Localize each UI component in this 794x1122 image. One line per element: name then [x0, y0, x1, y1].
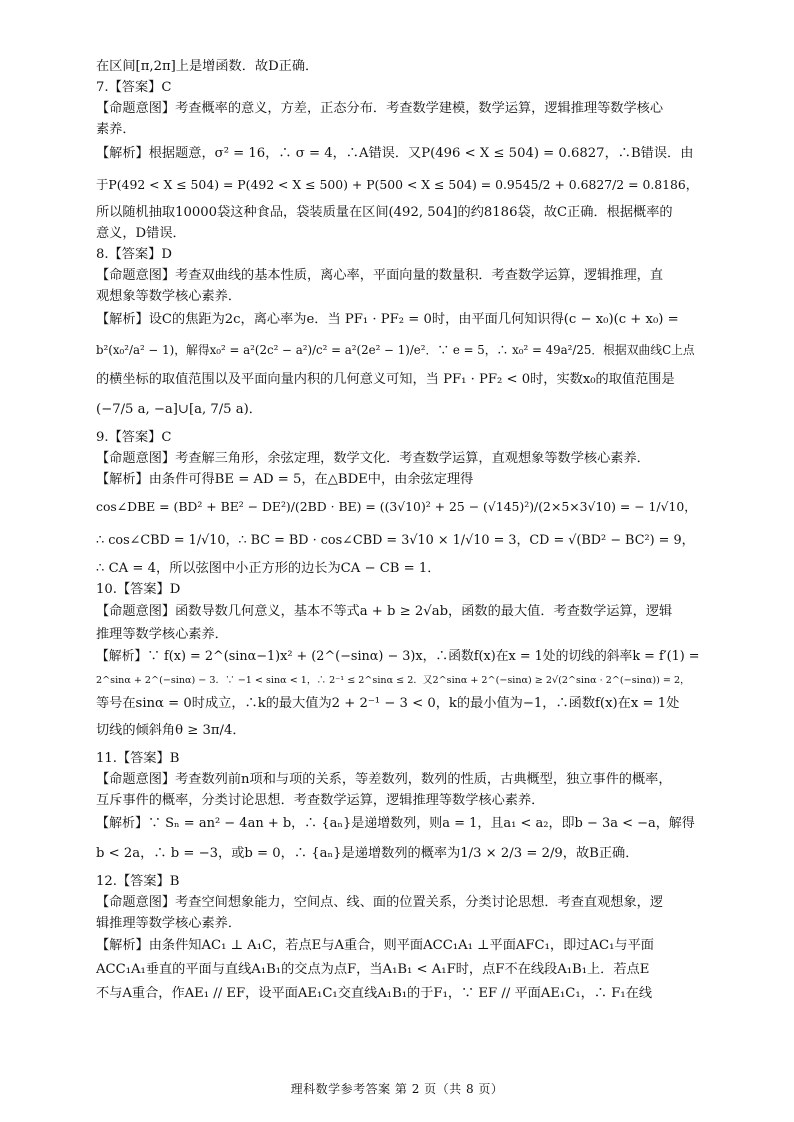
text-line: 观想象等数学核心素养．: [96, 289, 242, 304]
answer-heading: 10.【答案】D: [96, 582, 181, 597]
text-line: 【命题意图】考查空间想象能力，空间点、线、面的位置关系，分类讨论思想．考查直观想象，逻: [96, 895, 664, 910]
answer-heading: 12.【答案】B: [96, 874, 180, 889]
formula-line: 于P(492 < X ≤ 504) = P(492 < X ≤ 500) + P(500 < X ≤ 504) = 0.9545/2 + 0.6827/2 = 0.8186，: [96, 177, 699, 192]
text-line: 【命题意图】函数导数几何意义，基本不等式a + b ≥ 2√ab，函数的最大值．考查数学运算，逻辑: [96, 604, 673, 619]
answer-heading: 11.【答案】B: [96, 751, 180, 766]
text-line: 【解析】∵ Sₙ = an² − 4an + b，∴ {aₙ}是递增数列，则a = 1，且a₁ < a₂，即b − 3a < −a，解得: [96, 816, 695, 831]
text-line: 【解析】由条件知AC₁ ⊥ A₁C，若点E与A重合，则平面ACC₁A₁ ⊥平面AFC₁，即过AC₁与平面: [96, 938, 654, 953]
text-line: 互斥事件的概率，分类讨论思想．考查数学运算，逻辑推理等数学核心素养．: [96, 793, 545, 808]
text-line: 推理等数学核心素养．: [96, 627, 228, 642]
text-line: 等号在sinα = 0时成立，∴k的最大值为2 + 2⁻¹ − 3 < 0，k的最小值为−1，∴函数f(x)在x = 1处: [96, 696, 680, 711]
answer-content: [96, 56, 700, 1006]
answer-heading: 9.【答案】C: [96, 430, 172, 445]
text-line: 【解析】根据题意，σ² = 16，∴ σ = 4，∴A错误．又P(496 < X ≤ 504) = 0.6827，∴B错误．由: [96, 146, 694, 161]
formula-line: b < 2a，∴ b = −3，或b = 0，∴ {aₙ}是递增数列的概率为1/3 × 2/3 = 2/9，故B正确．: [96, 846, 639, 861]
text-line: 【命题意图】考查双曲线的基本性质，离心率，平面向量的数量积．考查数学运算，逻辑推理，直: [96, 268, 664, 283]
text-line: 【解析】由条件可得BE = AD = 5，在△BDE中，由余弦定理得: [96, 472, 474, 487]
text-line: ∴ CA = 4，所以弦图中小正方形的边长为CA − CB = 1．: [96, 561, 441, 576]
formula-line: 切线的倾斜角θ ≥ 3π/4．: [96, 723, 246, 738]
text-line: 【解析】设C的焦距为2c，离心率为e．当 PF₁ · PF₂ = 0时，由平面几何知识得(c − x₀)(c + x₀) =: [96, 312, 679, 327]
text-line: 意义，D错误．: [96, 226, 186, 241]
page-footer: 理科数学参考答案 第 2 页（共 8 页）: [290, 1082, 504, 1096]
text-line: 辑推理等数学核心素养．: [96, 916, 242, 931]
text-line: 2^sinα + 2^(−sinα) − 3．∵ −1 < sinα < 1，∴ 2⁻¹ ≤ 2^sinα ≤ 2．又2^sinα + 2^(−sinα) ≥ 2√(2^sinα · 2^(−sinα)) = 2，: [96, 675, 690, 686]
text-line: 的横坐标的取值范围以及平面向量内积的几何意义可知，当 PF₁ · PF₂ < 0时，实数x₀的取值范围是: [96, 372, 675, 387]
text-line: 【命题意图】考查概率的意义，方差，正态分布．考查数学建模，数学运算，逻辑推理等数学核心: [96, 101, 664, 116]
answer-heading: 7.【答案】C: [96, 80, 172, 95]
text-line: 所以随机抽取10000袋这种食品，袋装质量在区间(492, 504]的约8186袋，故C正确．根据概率的: [96, 205, 673, 220]
text-line: 【命题意图】考查数列前n项和与项的关系，等差数列，数列的性质，古典概型，独立事件的概率，: [96, 772, 672, 787]
text-line: ACC₁A₁垂直的平面与直线A₁B₁的交点为点F，当A₁B₁ < A₁F时，点F不在线段A₁B₁上．若点E: [96, 962, 650, 977]
text-line: 【命题意图】考查解三角形，余弦定理，数学文化．考查数学运算，直观想象等数学核心素养．: [96, 451, 650, 466]
formula-line: b²(x₀²/a² − 1)，解得x₀² = a²(2c² − a²)/c² = a²(2e² − 1)/e²．∵ e = 5，∴ x₀² = 49a²/25．根据双曲线C上点: [96, 343, 695, 357]
answer-heading: 8.【答案】D: [96, 247, 172, 262]
text-line: 【解析】∵ f(x) = 2^(sinα−1)x² + (2^(−sinα) − 3)x，∴函数f(x)在x = 1处的切线的斜率k = f′(1) =: [96, 649, 700, 664]
formula-line: (−7/5 a, −a]∪[a, 7/5 a)．: [96, 402, 262, 417]
text-line: 不与A重合，作AE₁ // EF，设平面AE₁C₁交直线A₁B₁的于F₁，∵ EF // 平面AE₁C₁，∴ F₁在线: [96, 986, 653, 1001]
text-line: 在区间[π,2π]上是增函数．故D正确．: [96, 59, 319, 74]
formula-line: ∴ cos∠CBD = 1/√10，∴ BC = BD · cos∠CBD = 3√10 × 1/√10 = 3，CD = √(BD² − BC²) = 9，: [96, 533, 695, 548]
text-line: 素养．: [96, 122, 136, 137]
formula-line: cos∠DBE = (BD² + BE² − DE²)/(2BD · BE) = ((3√10)² + 25 − (√145)²)/(2×5×3√10) = − 1/√10，: [96, 499, 697, 514]
